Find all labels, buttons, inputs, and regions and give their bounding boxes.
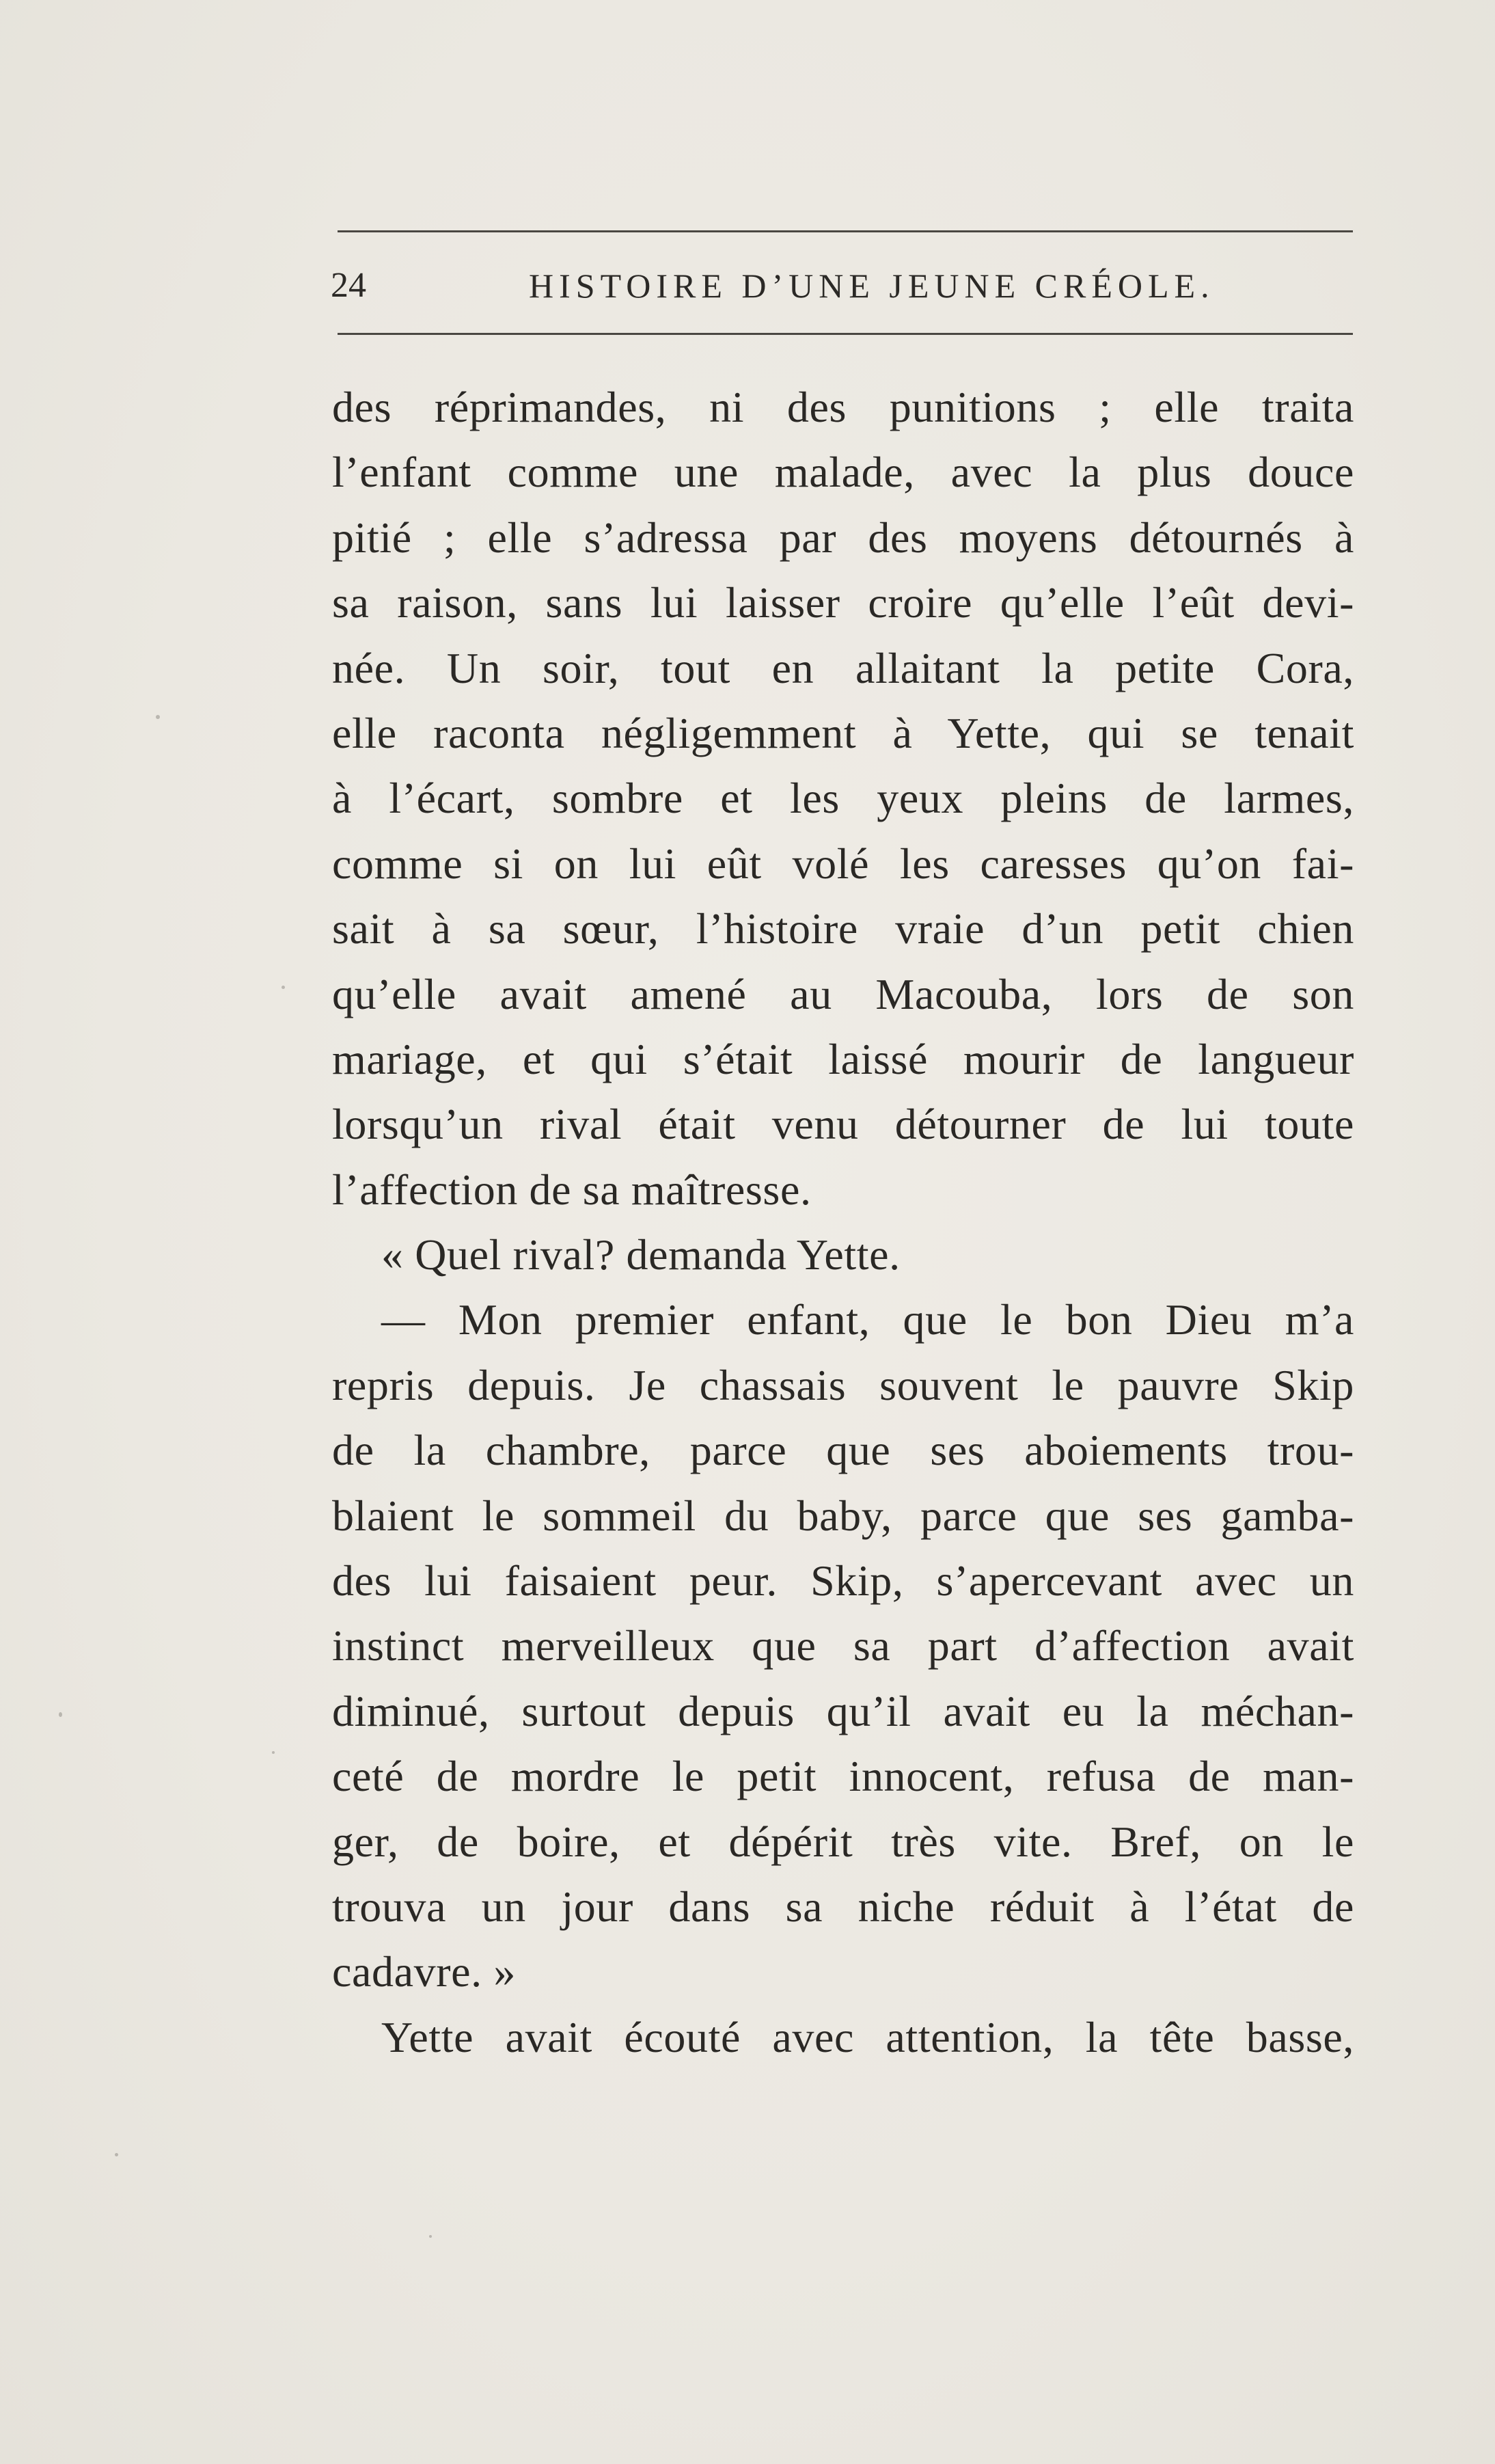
text-line: elle raconta négligemment à Yette, qui se tenait [332,708,1354,757]
text-line: mariage, et qui s’était laissé mourir de langueur [332,1034,1354,1083]
header-rule-bottom [338,333,1353,335]
text-line: ger, de boire, et dépérit très vite. Bref, on le [332,1817,1354,1866]
text-line: instinct merveilleux que sa part d’affection avait [332,1621,1354,1670]
text-line: comme si on lui eût volé les caresses qu’on fai- [332,839,1354,888]
text-line: sait à sa sœur, l’histoire vraie d’un petit chien [332,904,1354,953]
body-text [332,375,1354,2070]
text-line: repris depuis. Je chassais souvent le pauvre Skip [332,1360,1354,1409]
text-line: Yette avait écouté avec attention, la tête basse, [381,2012,1354,2061]
text-line: ceté de mordre le petit innocent, refusa de man- [332,1752,1354,1801]
paper-speck [156,715,160,719]
text-line: l’enfant comme une malade, avec la plus douce [332,448,1354,497]
text-line: des réprimandes, ni des punitions ; elle traita [332,383,1354,431]
text-line: des lui faisaient peur. Skip, s’apercevant avec un [332,1556,1354,1606]
text-line: née. Un soir, tout en allaitant la petite Cora, [332,643,1354,692]
text-line: diminué, surtout depuis qu’il avait eu la méchan- [332,1686,1354,1735]
header-rule-top [338,230,1353,232]
page-number: 24 [331,266,366,305]
text-line: qu’elle avait amené au Macouba, lors de son [332,969,1354,1018]
text-line: de la chambre, parce que ses aboiements trou- [332,1426,1354,1475]
text-line: lorsqu’un rival était venu détourner de lui toute [332,1100,1354,1149]
paper-speck [429,2235,432,2238]
text-line: à l’écart, sombre et les yeux pleins de larmes, [332,774,1354,823]
text-line: l’affection de sa maîtresse. [332,1165,812,1214]
paper-speck [272,1751,275,1754]
paper-speck [282,986,285,989]
running-header [331,258,1353,313]
text-line: sa raison, sans lui laisser croire qu’elle l’eût devi- [332,578,1354,627]
text-line: cadavre. » [332,1947,516,1996]
text-line: blaient le sommeil du baby, parce que ses gamba- [332,1491,1354,1540]
text-line: trouva un jour dans sa niche réduit à l’état de [332,1882,1354,1931]
text-line: « Quel rival? demanda Yette. [381,1230,901,1280]
paper-speck [59,1712,62,1717]
text-line: — Mon premier enfant, que le bon Dieu m’a [381,1295,1354,1344]
running-title: HISTOIRE D’UNE JEUNE CRÉOLE. [529,267,1215,305]
paper-speck [115,2153,118,2156]
text-line: pitié ; elle s’adressa par des moyens détournés à [332,513,1354,562]
